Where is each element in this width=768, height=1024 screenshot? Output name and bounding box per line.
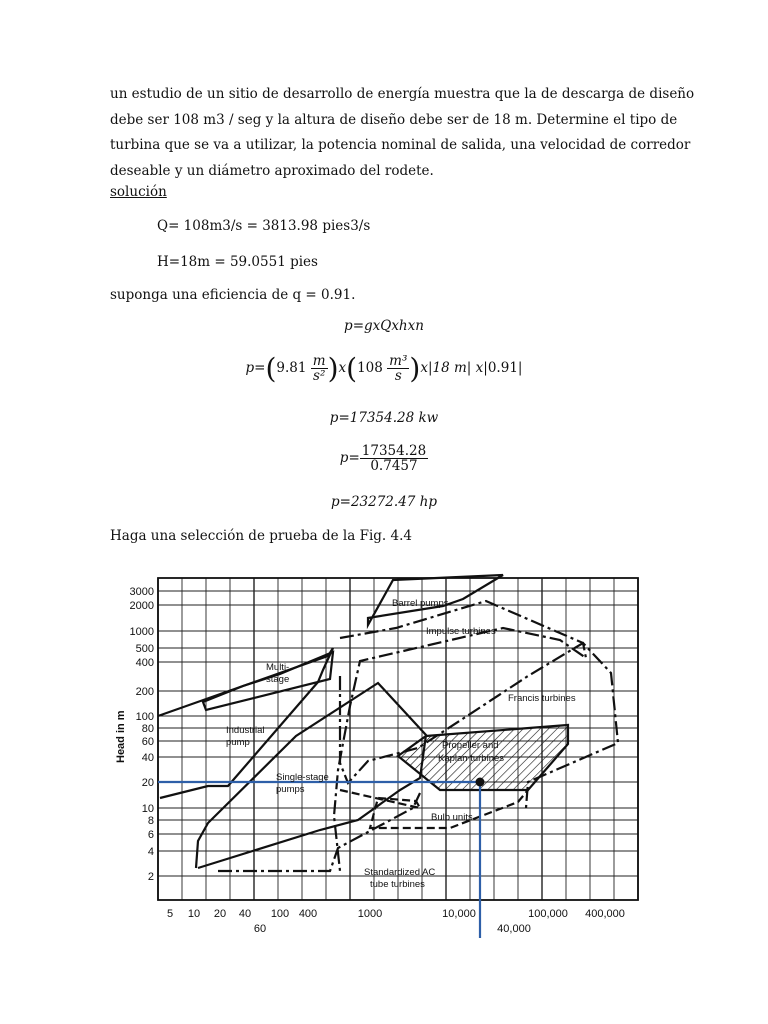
efficiency-assumption: suponga una eficiencia de q = 0.91. [110,287,356,303]
problem-line: deseable y un diámetro aproximado del rodete. [110,162,434,179]
y-tick-label: 2000 [129,600,154,612]
y-tick-label: 1000 [129,626,154,638]
selection-point [476,778,485,787]
label-ac-tube-1: Standardized AC [364,867,436,878]
y-tick-label: 500 [135,643,154,655]
x-tick-label: 100 [270,908,290,920]
label-single-stage-1: Single-stage [276,772,329,783]
x-tick-label-secondary: 60 [253,923,267,935]
label-ac-tube-2: tube turbines [370,879,425,890]
turbine-selection-chart [108,558,653,938]
label-barrel-pumps: Barrel pumps [392,598,449,609]
problem-line: un estudio de un sitio de desarrollo de energía muestra que la de descarga de diseño [110,86,695,102]
label-multistage-2: stage [266,674,290,685]
equation-power-formula: p=gxQxhxn [344,318,424,334]
flow-given: Q= 108m3/s = 3813.98 pies3/s [157,218,371,234]
x-tick-label: 20 [213,908,227,920]
label-propeller-2: Kaplan turbines [438,753,505,764]
equation-power-division: p= $\frac{17354.28}{0.7457}$ [339,443,427,474]
y-tick-label: 3000 [129,586,154,598]
problem-statement [110,82,695,184]
problem-line: debe ser 108 m3 / seg y la altura de diseño debe ser de 18 m. Determine el tipo de [110,111,678,128]
head-given: H=18m = 59.0551 pies [157,254,318,270]
y-tick-label: 8 [147,815,154,827]
y-tick-label: 20 [141,777,154,789]
label-bulb-units: Bulb units [431,812,473,823]
x-tick-label: 100,000 [528,908,568,920]
y-tick-label: 4 [147,846,154,858]
y-tick-label: 400 [135,657,154,669]
y-tick-label: 60 [141,736,154,748]
label-propeller-1: Propeller and [442,740,499,751]
label-industrial-1: Industrial [226,725,265,736]
equation-power-substitution: p=(9.81 $\frac{m}{\text{s²}}$ )x(108 $\frac{\text{m³}}{s}$ )x|18 m| x|0.91| [245,352,523,385]
label-single-stage-2: pumps [276,784,305,795]
label-impulse-turbines: Impulse turbines [426,626,496,637]
equation-power-hp: p=23272.47 hp [331,494,437,510]
y-tick-label: 40 [141,752,154,764]
label-multistage-1: Multi- [266,662,290,673]
x-tick-label: 1000 [357,908,383,920]
y-tick-label: 200 [135,686,154,698]
solution-heading: solución [110,184,167,200]
y-tick-label: 100 [135,711,154,723]
figure-caption: Haga una selección de prueba de la Fig. 4.4 [110,528,412,544]
x-tick-label: 10 [187,908,201,920]
x-tick-label: 5 [166,908,174,920]
equation-power-kw: p=17354.28 kw [329,410,439,426]
label-francis-turbines: Francis turbines [508,693,576,704]
y-tick-label: 10 [141,803,154,815]
label-industrial-2: pump [226,737,250,748]
x-tick-label: 10,000 [442,908,476,920]
x-tick-label: 400,000 [585,908,625,920]
chart-svg [108,558,653,938]
y-tick-label: 6 [147,829,154,841]
y-tick-label: 80 [141,723,154,735]
x-tick-label-secondary: 40,000 [497,923,531,935]
problem-line: turbina que se va a utilizar, la potencia nominal de salida, una velocidad de corredor [110,137,691,153]
y-axis-label: Head in m [115,710,127,763]
x-tick-label: 40 [238,908,252,920]
y-tick-label: 2 [147,871,154,883]
x-tick-label: 400 [298,908,318,920]
